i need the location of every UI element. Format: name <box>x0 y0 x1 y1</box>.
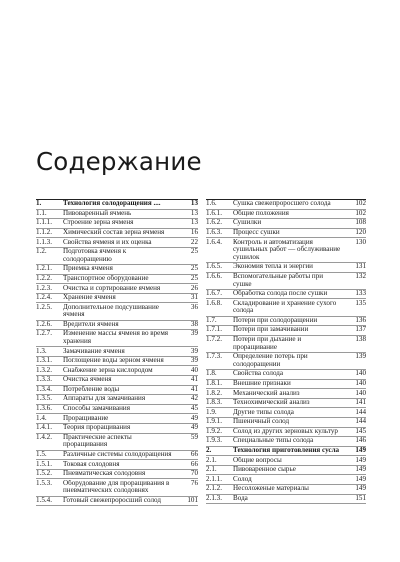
toc-entry-page: 40 <box>190 365 198 374</box>
toc-entry-title: Аппараты для замачивания <box>63 395 146 403</box>
toc-entry-page: 39 <box>190 346 198 355</box>
toc-entry-number: 1.8.3. <box>206 398 222 407</box>
toc-entry-number: 1.3.1. <box>36 356 52 365</box>
toc-entry-title: Дополнительное подсушивание ячменя <box>63 303 159 319</box>
toc-entry-number: 1.4.2. <box>36 432 52 441</box>
toc-entry-page: 149 <box>355 474 366 483</box>
toc-entry-number: 1.2.3. <box>36 283 52 292</box>
toc-entry-page: 151 <box>355 493 366 502</box>
toc-entry-title: Потери при замачивании <box>233 326 309 334</box>
toc-entry-title: Свойства ячменя и их оценка <box>63 238 152 246</box>
toc-entry-page: 108 <box>355 218 366 227</box>
toc-entry-page: 139 <box>355 352 366 361</box>
toc-entry-title: Снабжение зерна кислородом <box>63 366 153 374</box>
page-title: Содержание <box>36 147 202 176</box>
toc-entry-number: 1.6.2. <box>206 218 222 227</box>
toc-entry-title: Сушилки <box>233 219 262 227</box>
toc-entry-title: Вредители ячменя <box>63 320 119 328</box>
toc-entry-number: 1.3.5. <box>36 394 52 403</box>
toc-entry-number: 1.2.1. <box>36 264 52 273</box>
toc-entry-page: 149 <box>355 465 366 474</box>
toc-entry-title: Способы замачивания <box>63 405 130 413</box>
toc-entry-page: 144 <box>355 407 366 416</box>
toc-entry-page: 144 <box>355 417 366 426</box>
toc-entry-title: Общие положения <box>233 209 289 217</box>
toc-entry-title: Технохимический анализ <box>233 399 310 407</box>
toc-entry <box>206 408 366 418</box>
toc-entry-number: 1.6.3. <box>206 228 222 237</box>
toc-entry <box>206 495 366 505</box>
toc-entry <box>206 485 366 495</box>
toc-entry-title: Несоложеные материалы <box>233 485 309 493</box>
toc-entry-number: 1.9.2. <box>206 426 222 435</box>
toc-column-left <box>36 199 198 506</box>
toc-entry-page: 120 <box>355 228 366 237</box>
toc-entry <box>36 414 198 424</box>
toc-entry-title: Различные системы солодоращения <box>63 450 172 458</box>
toc-entry-title: Свойства солода <box>233 370 284 378</box>
toc-entry-page: 13 <box>190 208 198 217</box>
toc-entry-page: 131 <box>355 262 366 271</box>
toc-entry-number: 2.1.2. <box>206 484 222 493</box>
toc-entry-page: 49 <box>190 423 198 432</box>
toc-entry-title: Химический состав зерна ячменя <box>63 229 165 237</box>
toc-entry-page: 133 <box>355 289 366 298</box>
toc-entry-page: 25 <box>190 264 198 273</box>
toc-entry-page: 102 <box>355 208 366 217</box>
toc-entry-title: Теория проращивания <box>63 424 131 432</box>
toc-entry <box>36 210 198 220</box>
toc-entry <box>206 200 366 210</box>
toc-entry <box>206 273 366 290</box>
toc-entry-title: Оборудование для проращивания в пневматических солодовнях <box>63 479 170 495</box>
toc-entry <box>206 238 366 263</box>
toc-entry-title: Замачивание ячменя <box>63 347 125 355</box>
toc-entry <box>36 366 198 376</box>
toc-entry <box>36 434 198 451</box>
toc-entry-title: Общие вопросы <box>233 456 282 464</box>
toc-entry-number: 1.6.6. <box>206 271 222 280</box>
toc-entry-page: 140 <box>355 369 366 378</box>
toc-entry <box>206 475 366 485</box>
toc-entry-title: Пневматическая солодовня <box>63 470 146 478</box>
toc-entry-number: 1.6.8. <box>206 298 222 307</box>
toc-entry-title: Обработка солода после сушки <box>233 290 328 298</box>
toc-entry <box>206 263 366 273</box>
toc-entry-title: Вода <box>233 494 248 502</box>
toc-entry-page: 16 <box>190 228 198 237</box>
toc-entry-page: 26 <box>190 283 198 292</box>
toc-entry-number: 1.9.3. <box>206 436 222 445</box>
toc-entry-title: Пивоваренный ячмень <box>63 209 132 217</box>
toc-entry-title: Очистка ячменя <box>63 376 112 384</box>
toc-entry-title: Технология приготовления сусла <box>233 447 340 454</box>
toc-entry-title: Технология солодоращения .... <box>63 200 161 208</box>
toc-entry-page: 146 <box>355 436 366 445</box>
toc-entry-title: Сушка свежепроросшего солода <box>233 200 331 208</box>
toc-entry-number: 2. <box>206 446 212 454</box>
toc-entry <box>206 326 366 336</box>
toc-entry-page: 132 <box>355 271 366 280</box>
toc-entry-page: 39 <box>190 329 198 338</box>
toc-entry <box>36 347 198 357</box>
toc-entry-title: Приемка ячменя <box>63 265 113 273</box>
toc-entry-number: 2.1.1. <box>206 474 222 483</box>
toc-entry-page: 59 <box>190 432 198 441</box>
toc-entry <box>206 219 366 229</box>
toc-entry <box>206 447 366 457</box>
toc-entry-title: Внешние признаки <box>233 379 291 387</box>
toc-entry-number: 2.1. <box>206 465 217 474</box>
toc-entry-number: 1.3.6. <box>36 404 52 413</box>
toc-entry-page: 66 <box>190 459 198 468</box>
toc-entry <box>206 317 366 327</box>
toc-entry-number: 2.1.3. <box>206 493 222 502</box>
toc-entry <box>36 238 198 248</box>
toc-entry-number: 1.2.5. <box>36 302 52 311</box>
toc-entry-title: Поглощение воды зерном ячменя <box>63 357 164 365</box>
toc-entry-number: 1.8.2. <box>206 388 222 397</box>
toc-entry <box>36 405 198 415</box>
toc-entry <box>206 418 366 428</box>
toc-entry-page: 42 <box>190 394 198 403</box>
toc-entry-title: Строение зерна ячменя <box>63 219 134 227</box>
toc-entry-number: 1.3.3. <box>36 375 52 384</box>
toc-entry <box>206 229 366 239</box>
toc-entry-number: 1.1.1. <box>36 218 52 227</box>
toc-entry-number: 1.2.7. <box>36 329 52 338</box>
toc-entry-title: Хранение ячменя <box>63 294 116 302</box>
toc-entry-number: 1.2.4. <box>36 293 52 302</box>
toc-entry-number: 1.5.2. <box>36 469 52 478</box>
toc-entry-page: 45 <box>190 404 198 413</box>
toc-entry <box>206 336 366 353</box>
toc-entry-number: 1.4.1. <box>36 423 52 432</box>
toc-entry <box>36 460 198 470</box>
toc-entry-page: 130 <box>355 237 366 246</box>
toc-entry <box>36 229 198 239</box>
toc-entry <box>36 424 198 434</box>
toc-entry <box>206 456 366 466</box>
toc-entry <box>206 389 366 399</box>
toc-entry-number: 1.2.6. <box>36 319 52 328</box>
toc-entry-number: 1. <box>36 199 42 208</box>
toc-entry-title: Подготовка ячменя к солодоращению <box>63 248 127 263</box>
toc-entry <box>36 284 198 294</box>
toc-entry <box>206 370 366 380</box>
toc-entry-number: 1.6.4. <box>206 237 222 246</box>
toc-entry-page: 102 <box>355 199 366 208</box>
toc-entry <box>36 321 198 331</box>
toc-entry-title: Готовый свежепроросший солод <box>63 496 161 504</box>
toc-entry <box>36 395 198 405</box>
toc-entry-number: 1.9. <box>206 407 217 416</box>
toc-entry-number: 1.2.2. <box>36 273 52 282</box>
toc-entry-title: Экономия тепла и энергии <box>233 263 313 271</box>
toc-entry-number: 1.7. <box>206 315 217 324</box>
toc-entry-number: 2.1. <box>206 455 217 464</box>
toc-entry-title: Потери при дыхание и проращивание <box>233 336 302 351</box>
toc-entry-page: 138 <box>355 335 366 344</box>
toc-entry-page: 145 <box>355 426 366 435</box>
toc-entry-page: 135 <box>355 298 366 307</box>
toc-entry-title: Солод <box>233 475 252 483</box>
toc-entry-page: 13 <box>190 218 198 227</box>
toc-entry-title: Пшеничный солод <box>233 418 290 426</box>
toc-entry-title: Определение потерь при солодоращении <box>233 353 308 368</box>
toc-entry-page: 13 <box>190 199 198 208</box>
toc-entry-title: Потребление воды <box>63 385 120 393</box>
toc-entry-number: 1.5. <box>36 449 47 458</box>
toc-entry-number: 1.7.3. <box>206 352 222 361</box>
toc-entry-number: 1.3.2. <box>36 365 52 374</box>
toc-entry-title: Очистка и сортирование ячменя <box>63 284 161 292</box>
toc-entry-number: 1.4. <box>36 413 47 422</box>
toc-entry <box>36 451 198 461</box>
toc-entry-title: Проращивание <box>63 414 109 422</box>
toc-entry-page: 25 <box>190 247 198 256</box>
toc-entry-page: 70 <box>190 469 198 478</box>
toc-entry-number: 1.5.3. <box>36 478 52 487</box>
toc-entry-number: 1.6. <box>206 199 217 208</box>
toc-entry <box>36 219 198 229</box>
toc-entry-page: 149 <box>355 455 366 464</box>
toc-entry-page: 76 <box>190 478 198 487</box>
toc-entry-number: 1.1.2. <box>36 228 52 237</box>
toc-entry-number: 1.3.4. <box>36 384 52 393</box>
toc-entry-page: 31 <box>190 293 198 302</box>
toc-entry-title: Транспортное оборудование <box>63 274 149 282</box>
toc-entry <box>36 479 198 496</box>
toc-entry-title: Токовая солодовня <box>63 460 120 468</box>
toc-entry-page: 38 <box>190 319 198 328</box>
toc-entry <box>36 265 198 275</box>
toc-entry-number: 1.9.1. <box>206 417 222 426</box>
toc-entry <box>36 303 198 320</box>
toc-entry-title: Практические аспекты проращивания <box>63 433 132 449</box>
toc-entry-page: 101 <box>187 495 198 504</box>
toc-entry-number: 1.8. <box>206 369 217 378</box>
toc-entry-page: 136 <box>355 315 366 324</box>
toc-entry-title: Специальные типы солода <box>233 437 314 445</box>
toc-entry-number: 1.6.1. <box>206 208 222 217</box>
toc-entry-title: Контроль и автоматизация сушильных работ — обслуживание сушилок <box>233 238 341 261</box>
toc-entry <box>206 210 366 220</box>
toc-entry-title: Солод из других зерновых культур <box>233 427 338 435</box>
toc-entry-title: Пивоваренное сырье <box>233 466 296 474</box>
toc-entry <box>36 497 198 507</box>
toc-entry-title: Изменение массы ячменя во время хранения <box>63 330 169 346</box>
toc-entry-page: 66 <box>190 449 198 458</box>
toc-entry-number: 1.5.1. <box>36 459 52 468</box>
toc-entry-number: 1.7.2. <box>206 335 222 344</box>
toc-entry <box>36 376 198 386</box>
toc-entry <box>36 386 198 396</box>
toc-entry-page: 41 <box>190 384 198 393</box>
toc-entry <box>36 357 198 367</box>
toc-entry-page: 149 <box>355 446 366 454</box>
toc-entry-title: Потери при солодоращении <box>233 316 318 324</box>
toc-entry <box>36 275 198 285</box>
toc-entry-number: 1.5.4. <box>36 495 52 504</box>
toc-entry <box>206 466 366 476</box>
toc-entry-title: Другие типы солода <box>233 408 294 416</box>
toc-entry-title: Процесс сушки <box>233 229 280 237</box>
toc-entry <box>36 470 198 480</box>
toc-entry-page: 41 <box>190 375 198 384</box>
toc-entry-number: 1.7.1. <box>206 325 222 334</box>
toc-entry <box>206 299 366 316</box>
toc-entry-page: 149 <box>355 484 366 493</box>
toc-entry-page: 140 <box>355 388 366 397</box>
toc-entry-page: 22 <box>190 237 198 246</box>
toc-entry <box>206 428 366 438</box>
toc-entry-page: 49 <box>190 413 198 422</box>
toc-entry <box>206 437 366 447</box>
toc-entry-number: 1.1. <box>36 208 47 217</box>
toc-entry-page: 39 <box>190 356 198 365</box>
toc-entry <box>36 330 198 347</box>
toc-entry <box>206 290 366 300</box>
toc-entry-number: 1.3. <box>36 346 47 355</box>
toc-column-right <box>206 199 366 504</box>
toc-entry-page: 141 <box>355 398 366 407</box>
toc-entry-number: 1.8.1. <box>206 378 222 387</box>
toc-entry-number: 1.6.7. <box>206 289 222 298</box>
toc-entry <box>206 353 366 370</box>
toc-entry <box>36 248 198 265</box>
toc-entry-page: 140 <box>355 378 366 387</box>
toc-entry-page: 36 <box>190 302 198 311</box>
toc-entry-page: 137 <box>355 325 366 334</box>
toc-entry-number: 1.2. <box>36 247 47 256</box>
toc-entry-number: 1.6.5. <box>206 262 222 271</box>
toc-entry <box>36 294 198 304</box>
toc-entry-page: 25 <box>190 273 198 282</box>
toc-entry <box>206 380 366 390</box>
toc-entry-number: 1.1.3. <box>36 237 52 246</box>
toc-entry <box>206 399 366 409</box>
toc-entry-title: Складирование и хранение сухого солода <box>233 299 337 315</box>
toc-entry <box>36 200 198 210</box>
toc-entry-title: Механический анализ <box>233 389 300 397</box>
toc-entry-title: Вспомогательные работы при сушке <box>233 272 324 288</box>
